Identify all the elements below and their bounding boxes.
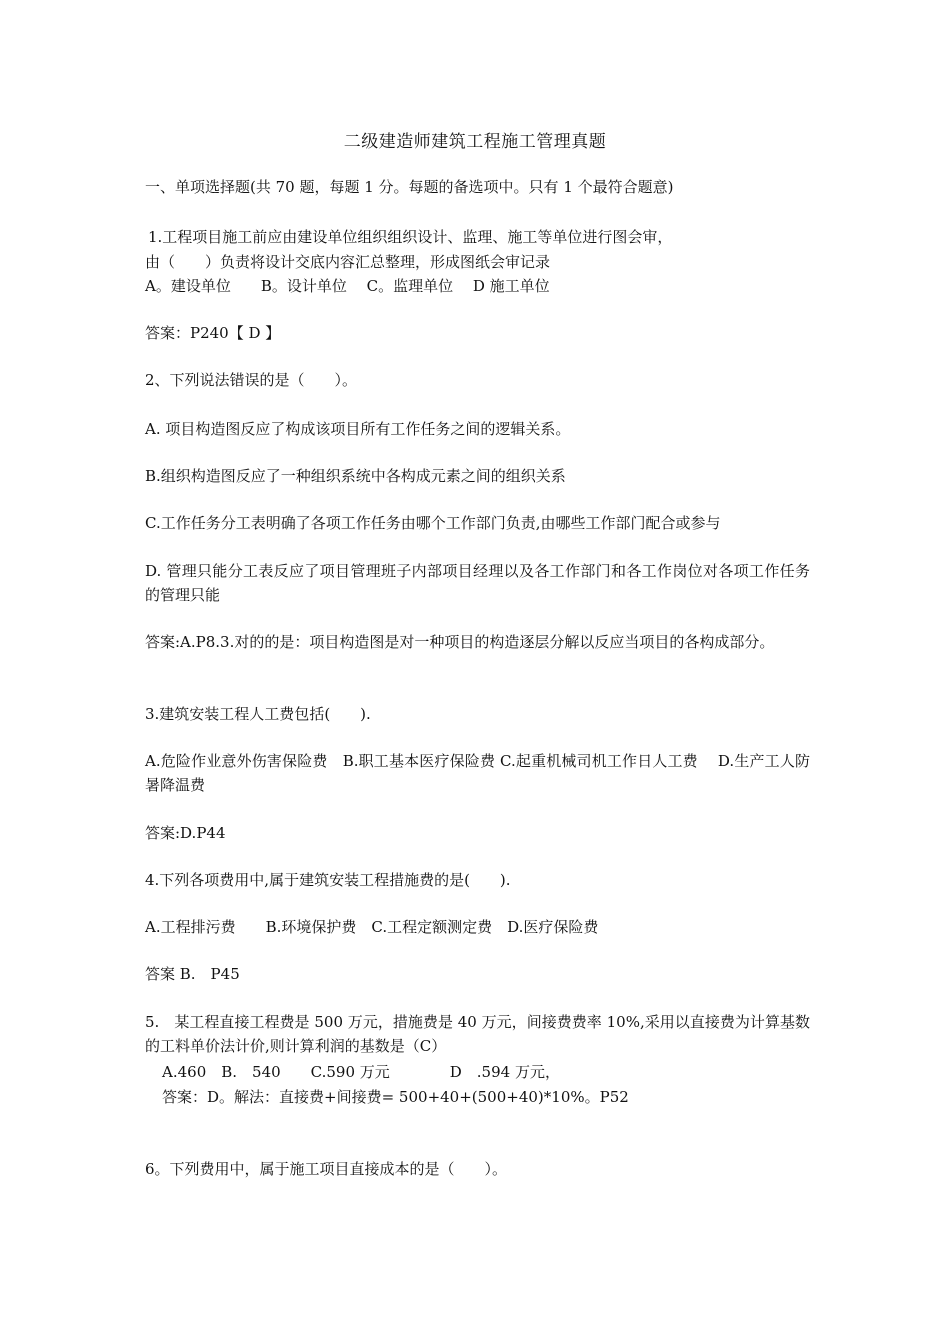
q2-option-a: A. 项目构造图反应了构成该项目所有工作任务之间的逻辑关系。	[145, 420, 571, 438]
q5-options: A.460 B. 540 C.590 万元 D .594 万元，	[162, 1063, 560, 1081]
q3-question: 3.建筑安装工程人工费包括( ).	[145, 705, 371, 723]
q5-question: 5. 某工程直接工程费是 500 万元，措施费是 40 万元，间接费费率 10%,采用以直接费为计算基数的工料单价法计价,则计算利润的基数是（C）	[145, 1013, 810, 1055]
q1-question-line2: 由（ ）负责将设计交底内容汇总整理，形成图纸会审记录	[145, 253, 551, 271]
document-title: 二级建造师建筑工程施工管理真题	[343, 132, 607, 152]
q3-options: A.危险作业意外伤害保险费 B.职工基本医疗保险费 C.起重机械司机工作日人工费 D.生产工人防暑降温费	[145, 752, 810, 794]
q2-option-c: C.工作任务分工表明确了各项工作任务由哪个工作部门负责,由哪些工作部门配合或参与	[145, 514, 721, 532]
q2-option-d: D. 管理只能分工表反应了项目管理班子内部项目经理以及各工作部门和各工作岗位对各项工作任务的管理只能	[145, 562, 810, 604]
q2-question: 2、下列说法错误的是（ ）。	[145, 371, 358, 389]
q4-question: 4.下列各项费用中,属于建筑安装工程措施费的是( ).	[145, 871, 511, 889]
q1-answer: 答案：P240【 D 】	[145, 324, 281, 342]
q1-options: A。建设单位 B。设计单位 C。监理单位 D 施工单位	[145, 277, 550, 295]
q2-option-b: B.组织构造图反应了一种组织系统中各构成元素之间的组织关系	[145, 467, 566, 485]
q2-answer: 答案:A.P8.3.对的的是：项目构造图是对一种项目的构造逐层分解以反应当项目的各构成部分。	[145, 633, 775, 651]
q3-answer: 答案:D.P44	[145, 824, 226, 842]
section-heading: 一、单项选择题(共 70 题，每题 1 分。每题的备选项中。只有 1 个最符合题意)	[145, 178, 674, 196]
q4-options: A.工程排污费 B.环境保护费 C.工程定额测定费 D.医疗保险费	[145, 918, 599, 936]
q5-answer: 答案：D。解法：直接费+间接费= 500+40+(500+40)*10%。P52	[162, 1088, 629, 1106]
q1-question-line1: 1.工程项目施工前应由建设单位组织组织设计、监理、施工等单位进行图会审，	[148, 228, 673, 246]
q4-answer: 答案 B. P45	[145, 965, 240, 983]
q6-question: 6。下列费用中，属于施工项目直接成本的是（ ）。	[145, 1160, 508, 1178]
